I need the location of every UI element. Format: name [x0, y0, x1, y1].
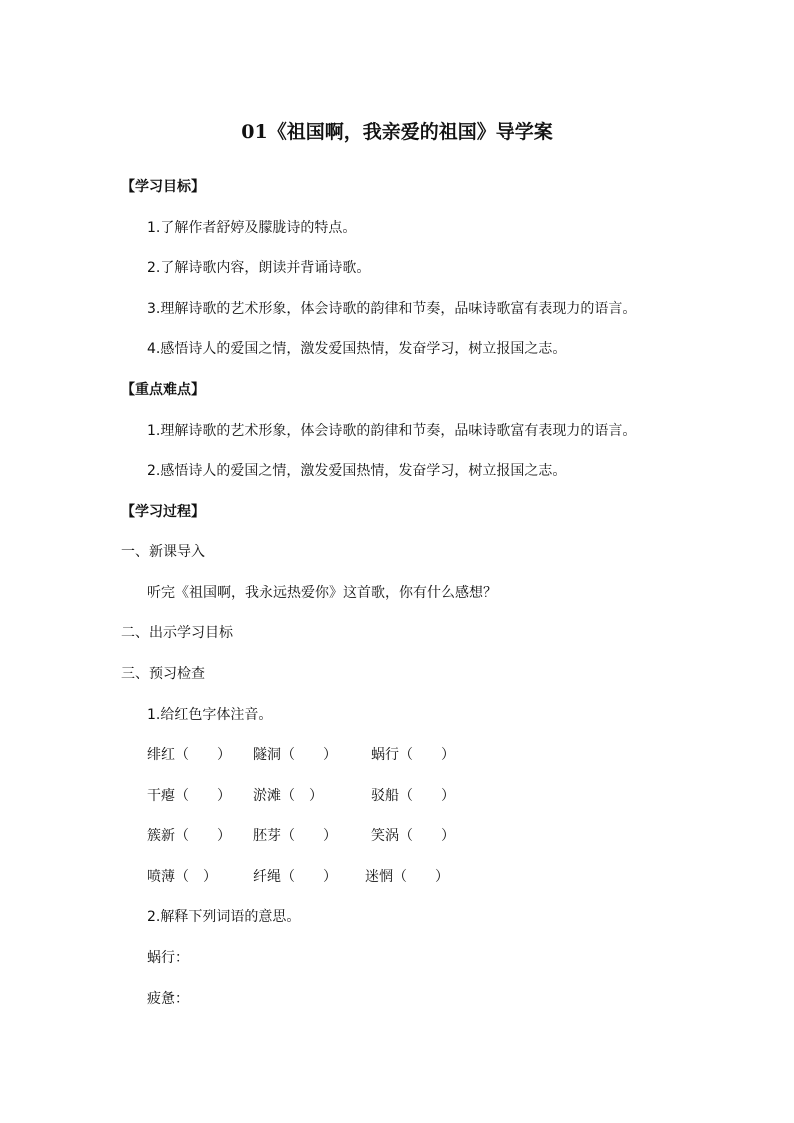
- page-title: 01《祖国啊，我亲爱的祖国》导学案: [241, 121, 553, 143]
- pinyin-word: 干瘪（ ）: [147, 788, 231, 804]
- define-term: 蜗行：: [147, 950, 189, 966]
- goal-item: 1.了解作者舒婷及朦胧诗的特点。: [147, 220, 357, 236]
- define-term: 疲惫：: [147, 991, 189, 1007]
- process-part-label: 二、出示学习目标: [121, 625, 233, 641]
- pinyin-word: 驳船（ ）: [371, 788, 455, 804]
- question-2: 2.解释下列词语的意思。: [147, 909, 301, 925]
- pinyin-word: 簇新（ ）: [147, 828, 231, 844]
- pinyin-word: 迷惘（ ）: [365, 869, 449, 885]
- section-heading-key-points: 【重点难点】: [121, 382, 205, 398]
- pinyin-word: 笑涡（ ）: [371, 828, 455, 844]
- goal-item: 4.感悟诗人的爱国之情，激发爱国热情，发奋学习，树立报国之志。: [147, 341, 567, 357]
- pinyin-word: 胚芽（ ）: [253, 828, 337, 844]
- goal-item: 3.理解诗歌的艺术形象，体会诗歌的韵律和节奏，品味诗歌富有表现力的语言。: [147, 301, 637, 317]
- section-heading-process: 【学习过程】: [121, 504, 205, 520]
- key-point-item: 2.感悟诗人的爱国之情，激发爱国热情，发奋学习，树立报国之志。: [147, 463, 567, 479]
- process-part-label: 一、新课导入: [121, 544, 205, 560]
- key-point-item: 1.理解诗歌的艺术形象，体会诗歌的韵律和节奏，品味诗歌富有表现力的语言。: [147, 423, 637, 439]
- process-part-text: 听完《祖国啊，我永远热爱你》这首歌，你有什么感想？: [147, 585, 497, 601]
- goal-item: 2.了解诗歌内容，朗读并背诵诗歌。: [147, 260, 371, 276]
- pinyin-word: 隧洞（ ）: [253, 747, 337, 763]
- pinyin-word: 喷薄（ ）: [147, 869, 217, 885]
- pinyin-word: 纤绳（ ）: [253, 869, 337, 885]
- section-heading-goals: 【学习目标】: [121, 179, 205, 195]
- pinyin-word: 蜗行（ ）: [371, 747, 455, 763]
- question-1: 1.给红色字体注音。: [147, 707, 273, 723]
- pinyin-word: 淤滩（ ）: [253, 788, 323, 804]
- pinyin-word: 绯红（ ）: [147, 747, 231, 763]
- process-part-label: 三、预习检查: [121, 666, 205, 682]
